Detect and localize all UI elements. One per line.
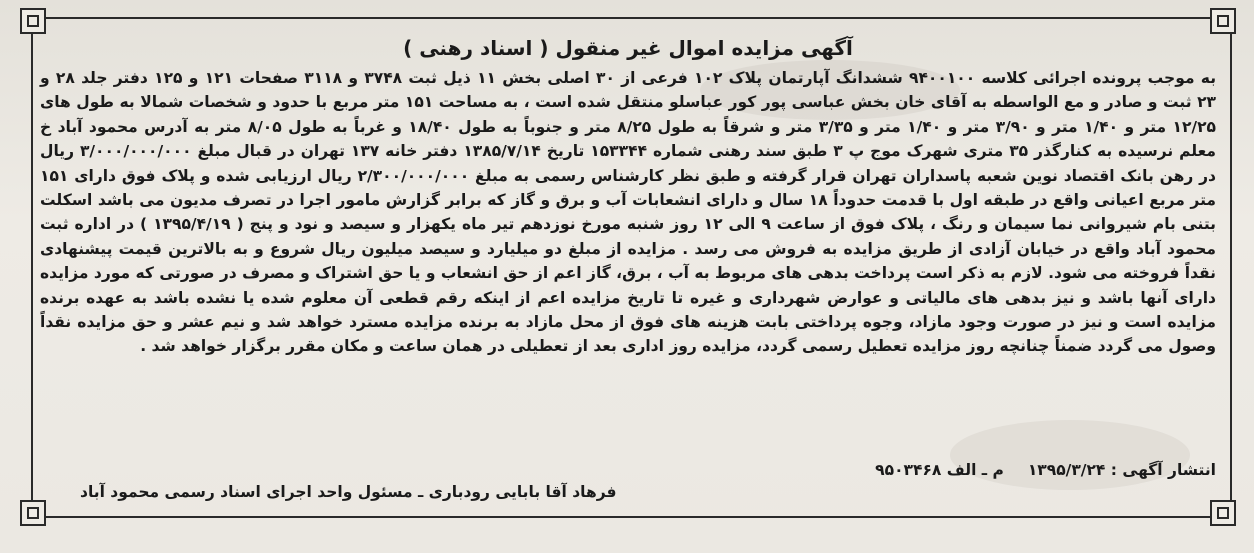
corner-ornament xyxy=(1210,8,1236,34)
publish-date: انتشار آگهی : ۱۳۹۵/۳/۲۴ xyxy=(1027,461,1216,479)
footer-signature-row xyxy=(40,481,1216,503)
footer-meta xyxy=(40,459,1216,481)
notice-footer xyxy=(40,459,1216,503)
corner-ornament xyxy=(20,8,46,34)
signature: فرهاد آقا بابایی رودباری ـ مسئول واحد اجرای اسناد رسمی محمود آباد xyxy=(80,483,617,501)
reference-number: م ـ الف ۹۵۰۳۴۶۸ xyxy=(875,461,1004,479)
notice-content xyxy=(40,34,1216,504)
notice-body: به موجب پرونده اجرائی کلاسه ۹۴۰۰۱۰۰ ششدانگ آپارتمان پلاک ۱۰۲ فرعی از ۳۰ اصلی بخش ۱۱ ذیل ثبت ۳۷۴۸ و ۳۱۱۸ صفحات ۱۲۱ و ۱۲۵ دفتر جلد ۲۸ و ۲۳ ثبت و صادر و مع الواسطه به آقای خان بخش عباسی پور کور عباسلو منتقل شده است ، به مساحت ۱۵۱ متر مربع با حدود و شخصات شمالا به طول های ۱۲/۲۵ متر و ۱/۴۰ متر و ۳/۹۰ متر و ۱/۴۰ متر و ۳/۳۵ متر و شرقاً به طول ۸/۲۵ متر و جنوباً به طول ۱۸/۴۰ و غرباً به طول ۸/۰۵ متر به آدرس محمود آباد خ معلم نرسیده به کنارگذر ۳۵ متری شهرک موج پ ۳ طبق سند رهنی شماره ۱۵۳۳۴۴ تاریخ ۱۳۸۵/۷/۱۴ دفتر خانه ۱۳۷ تهران در قبال مبلغ ۳/۰۰۰/۰۰۰/۰۰۰ ریال در رهن بانک اقتصاد نوین شعبه پاسداران تهران قرار گرفته و طبق نظر کارشناس رسمی به مبلغ ۲/۳۰۰/۰۰۰/۰۰۰ ریال ارزیابی شده و پلاک فوق دارای ۱۵۱ متر مربع اعیانی واقع در طبقه اول با قدمت حدوداً ۱۸ سال و دارای انشعابات آب و برق و گاز که برابر گزارش مامور اجرا در تصرف مدیون می باشد اسکلت بتنی بام شیروانی نما سیمان و رنگ ، پلاک فوق از ساعت ۹ الی ۱۲ روز شنبه مورخ نوزدهم تیر ماه یکهزار و سیصد و نود و پنج ( ۱۳۹۵/۴/۱۹ ) در اداره ثبت محمود آباد واقع در خیابان آزادی از طریق مزایده به فروش می رسد . مزایده از مبلغ دو میلیارد و سیصد میلیون ریال شروع و به بالاترین قیمت پیشنهادی نقداً فروخته می شود. لازم به ذکر است پرداخت بدهی های مربوط به آب ، برق، گاز اعم از حق انشعاب و یا حق اشتراک و مصرف در صورتی که مورد مزایده دارای آنها باشد و نیز بدهی های مالیاتی و عوارض شهرداری و غیره تا تاریخ مزایده اعم از اینکه رقم قطعی آن معلوم شده یا نشده باشد به عهده برنده مزایده است و نیز در صورت وجود مازاد، وجوه پرداختی بابت هزینه های فوق از محل مازاد به برنده مزایده مسترد خواهد شد و نیم عشر و حق مزایده نقداً وصول می گردد ضمناً چنانچه روز مزایده تعطیل رسمی گردد، مزایده روز اداری بعد از تعطیلی در همان ساعت و مکان مقرر برگزار خواهد شد . xyxy=(40,69,1217,356)
notice-title: آگهی مزایده اموال غیر منقول ( اسناد رهنی ) xyxy=(403,36,853,60)
